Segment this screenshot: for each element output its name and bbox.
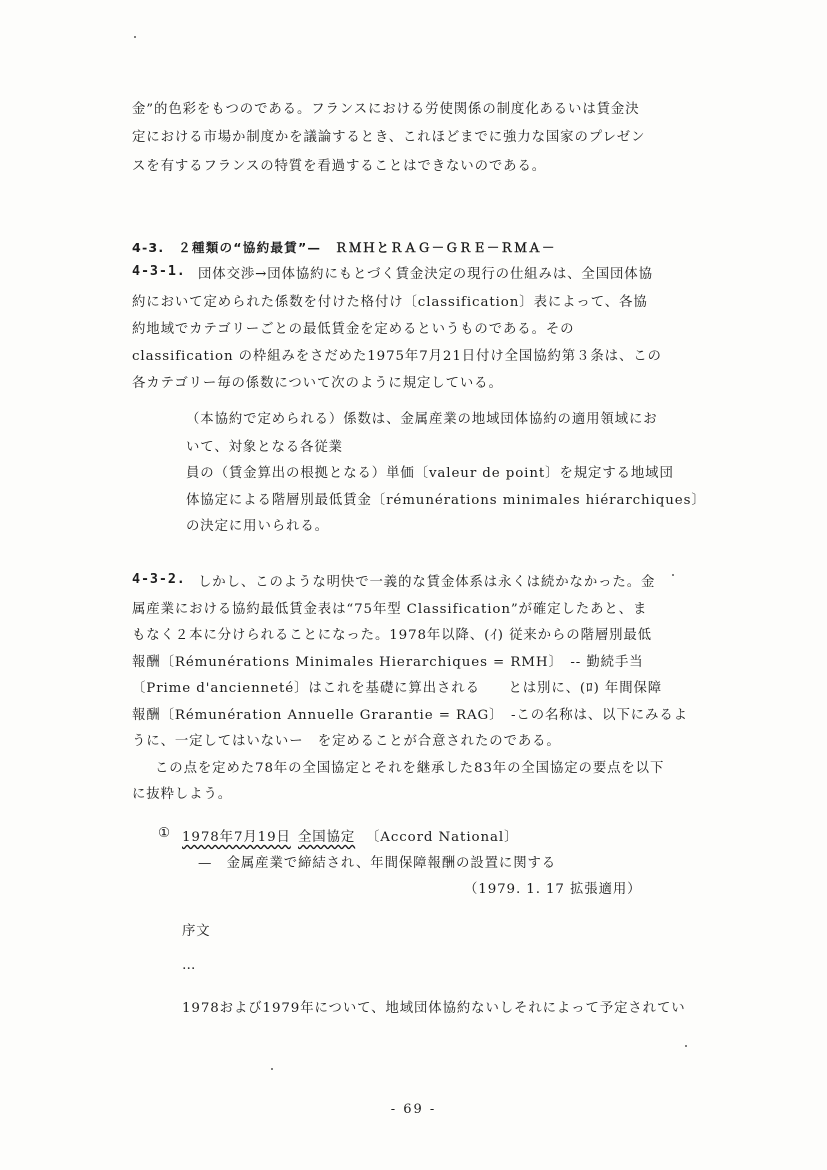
paragraph-line: 〔Prime d'ancienneté〕はこれを基礎に算出される とは別に、(ﾛ) 年間保障	[132, 681, 663, 696]
agreement-name: 〔Accord National〕	[366, 830, 519, 845]
paragraph-line: この点を定めた78年の全国協定とそれを継承した83年の全国協定の要点を以下	[155, 761, 665, 776]
quote-line: の決定に用いられる。	[186, 519, 329, 534]
paragraph-line: 金”的色彩をもつのである。フランスにおける労使関係の制度化あるいは賃金決	[132, 102, 640, 117]
page-number: - 69 -	[390, 1102, 437, 1117]
quote-line: いて、対象となる各従業	[186, 440, 343, 455]
paragraph-line: 報酬〔Rémunérations Minimales Hierarchiques = RMH〕 -- 勤続手当	[132, 655, 644, 670]
section-heading: 4-3. ２種類の“協約最賃”— ＲＭＨとＲＡＧ－ＧＲＥ－ＲＭＡ－	[132, 240, 556, 255]
quote-line: 員の（賃金算出の根拠となる）単価〔valeur de point〕を規定する地域団	[186, 466, 674, 481]
scan-speck	[685, 1045, 687, 1047]
ellipsis: …	[182, 958, 197, 973]
agreement-subtitle: — 金属産業で締結され、年間保障報酬の設置に関する	[198, 856, 557, 871]
paragraph-line: classification の枠組みをさだめた1975年7月21日付け全国協約第３条は、この	[132, 349, 662, 364]
paragraph-line: うに、一定してはいないー を定めることが合意されたのである。	[132, 734, 561, 749]
paragraph-line: 約地域でカテゴリーごとの最低賃金を定めるというものである。その	[132, 322, 575, 337]
paragraph-line: 各カテゴリー毎の係数について次のように規定している。	[132, 376, 503, 391]
section-number: 4-3-2.	[132, 572, 186, 587]
preamble-heading: 序文	[182, 924, 211, 939]
paragraph-line: 報酬〔Rémunération Annuelle Grarantie = RAG〕 -この名称は、以下にみるよ	[132, 708, 688, 723]
paragraph-line: 定における市場か制度かを議論するとき、これほどまでに強力な国家のプレゼン	[132, 130, 646, 145]
paragraph-line: 団体交渉→団体協約にもとづく賃金決定の現行の仕組みは、全国団体協	[198, 267, 653, 282]
section-number: 4-3-1.	[132, 264, 186, 279]
scan-speck	[134, 36, 136, 38]
quote-line: （本協約で定められる）係数は、金属産業の地域団体協約の適用領域にお	[186, 412, 658, 427]
paragraph-line: しかし、このような明快で一義的な賃金体系は永くは続かなかった。金	[198, 575, 656, 590]
paragraph-line: もなく２本に分けられることになった。1978年以降、(ｲ) 従来からの階層別最低	[132, 628, 652, 643]
paragraph-line: 約において定められた係数を付けた格付け〔classification〕表によって、各協	[132, 295, 648, 310]
list-marker: ①	[158, 826, 171, 841]
quote-line: 体協定による階層別最低賃金〔rémunérations minimales hiérarchiques〕	[186, 493, 706, 508]
paragraph-line: 属産業における協約最低賃金表は“75年型 Classification”が確定したあと、ま	[132, 602, 648, 617]
paragraph-line: スを有するフランスの特質を看過することはできないのである。	[132, 159, 547, 174]
paragraph-line: 1978および1979年について、地域団体協約ないしそれによって予定されてい	[182, 1001, 686, 1016]
scan-speck	[271, 1068, 273, 1070]
agreement-date: 1978年7月19日	[182, 830, 291, 845]
agreement-title: 全国協定	[298, 830, 356, 845]
extension-date: （1979. 1. 17 拡張適用）	[464, 882, 642, 897]
paragraph-line: に抜粋しよう。	[132, 787, 233, 802]
scan-speck	[672, 574, 674, 576]
